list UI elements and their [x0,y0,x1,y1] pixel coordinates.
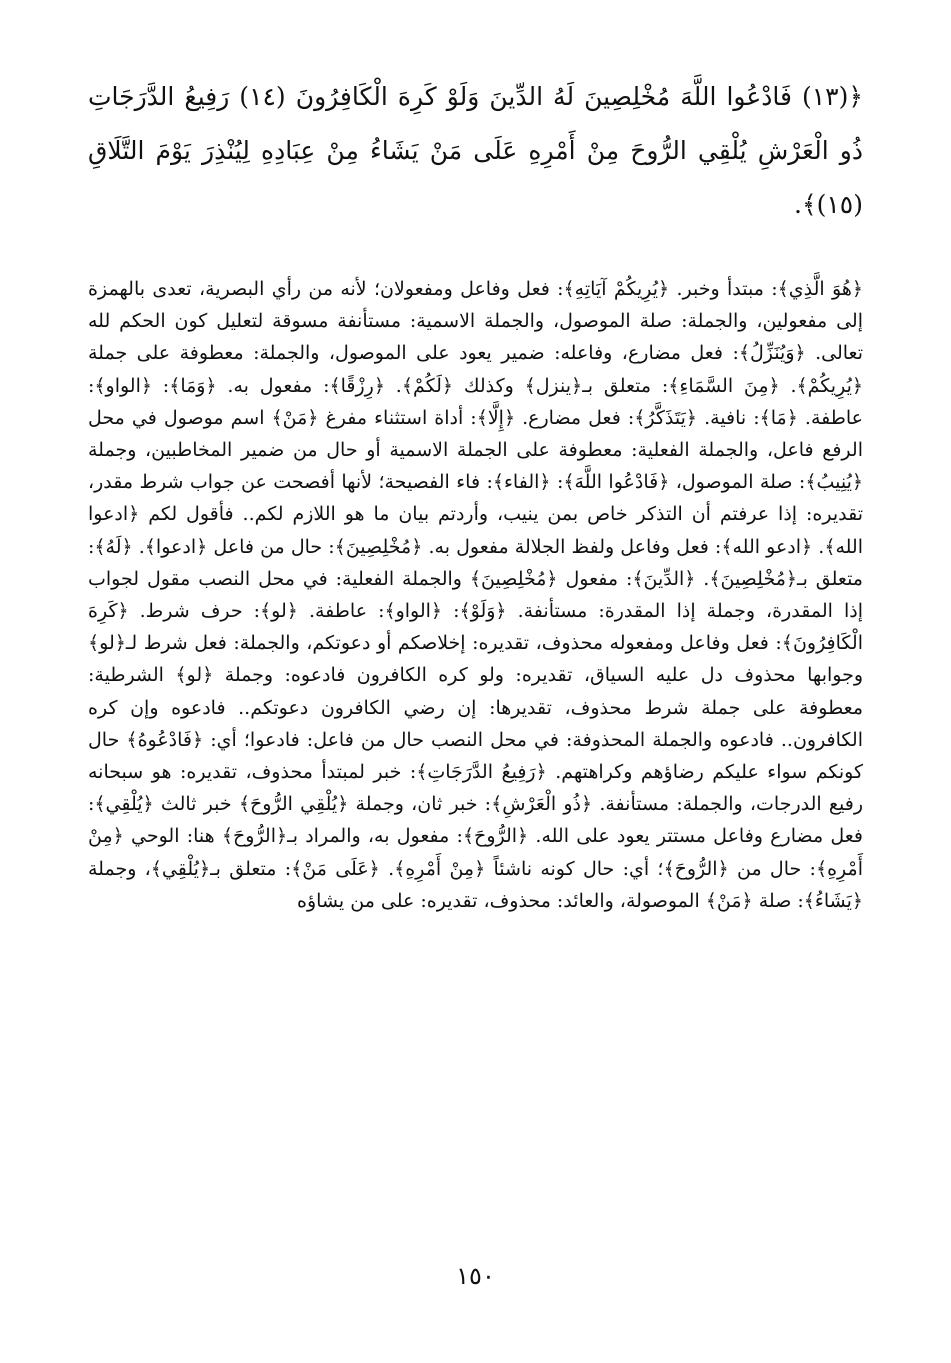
grammatical-commentary [88,273,863,917]
commentary-paragraph: ﴿هُوَ الَّذِي﴾: مبتدأ وخبر. ﴿يُرِيكُمْ آيَاتِهِ﴾: فعل وفاعل ومفعولان؛ لأنه من رأي البصرية، تعدى بالهمزة إلى مفعولين، والجملة: صلة الموصول، والجملة الاسمية: مستأنفة مسوقة لتعليل كون الحكم لله تعالى. ﴿وَيُنَزِّلُ﴾: فعل مضارع، وفاعله: ضمير يعود على الموصول، والجملة: معطوفة على جملة ﴿يُرِيكُمْ﴾. ﴿مِنَ السَّمَاءِ﴾: متعلق بـ﴿ينزل﴾ وكذلك ﴿لَكُمْ﴾. ﴿رِزْقًا﴾: مفعول به. ﴿وَمَا﴾: ﴿الواو﴾: عاطفة. ﴿مَا﴾: نافية. ﴿يَتَذَكَّرُ﴾: فعل مضارع. ﴿إِلَّا﴾: أداة استثناء مفرغ ﴿مَنْ﴾ اسم موصول في محل الرفع فاعل، والجملة الفعلية: معطوفة على الجملة الاسمية أو حال من ضمير المخاطبين، وجملة ﴿يُنِيبُ﴾: صلة الموصول، ﴿فَادْعُوا اللَّهَ﴾: ﴿الفاء﴾: فاء الفصيحة؛ لأنها أفصحت عن جواب شرط مقدر، تقديره: إذا عرفتم أن التذكر خاص بمن ينيب، وأردتم بيان ما هو اللازم لكم.. فأقول لكم ﴿ادعوا الله﴾. ﴿ادعو الله﴾: فعل وفاعل ولفظ الجلالة مفعول به. ﴿مُخْلِصِينَ﴾: حال من فاعل ﴿ادعوا﴾. ﴿لَهُ﴾: متعلق بـ﴿مُخْلِصِينَ﴾. ﴿الدِّينَ﴾: مفعول ﴿مُخْلِصِينَ﴾ والجملة الفعلية: في محل النصب مقول لجواب إذا المقدرة، وجملة إذا المقدرة: مستأنفة. ﴿وَلَوْ﴾: ﴿الواو﴾: عاطفة. ﴿لو﴾: حرف شرط. ﴿كَرِهَ الْكَافِرُونَ﴾: فعل وفاعل ومفعوله محذوف، تقديره: إخلاصكم أو دعوتكم، والجملة: فعل شرط لـ﴿لو﴾ وجوابها محذوف دل عليه السياق، تقديره: ولو كره الكافرون فادعوه: وجملة ﴿لو﴾ الشرطية: معطوفة على جملة شرط محذوف، تقديرها: إن رضي الكافرون دعوتكم.. فادعوه وإن كره الكافرون.. فادعوه والجملة المحذوفة: في محل النصب حال من فاعل: فادعوا؛ أي: ﴿فَادْعُوهُ﴾ حال كونكم سواء عليكم رضاؤهم وكراهتهم. ﴿رَفِيعُ الدَّرَجَاتِ﴾: خبر لمبتدأ محذوف، تقديره: هو سبحانه رفيع الدرجات، والجملة: مستأنفة. ﴿ذُو الْعَرْشِ﴾: خبر ثان، وجملة ﴿يُلْقِي الرُّوحَ﴾ خبر ثالث ﴿يُلْقِي﴾: فعل مضارع وفاعل مستتر يعود على الله. ﴿الرُّوحَ﴾: مفعول به، والمراد بـ﴿الرُّوحَ﴾ هنا: الوحي ﴿مِنْ أَمْرِهِ﴾: حال من ﴿الرُّوحَ﴾؛ أي: حال كونه ناشئاً ﴿مِنْ أَمْرِهِ﴾. ﴿عَلَى مَنْ﴾: متعلق بـ﴿يُلْقِي﴾، وجملة ﴿يَشَاءُ﴾: صلة ﴿مَنْ﴾ الموصولة، والعائد: محذوف، تقديره: على من يشاؤه [88,278,863,912]
page-number: ١٥٠ [456,1262,495,1290]
quran-verses: ﴿(١٣) فَادْعُوا اللَّهَ مُخْلِصِينَ لَهُ الدِّينَ وَلَوْ كَرِهَ الْكَافِرُونَ (١٤) رَفِيعُ الدَّرَجَاتِ ذُو الْعَرْشِ يُلْقِي الرُّوحَ مِنْ أَمْرِهِ عَلَى مَنْ يَشَاءُ مِنْ عِبَادِهِ لِيُنْذِرَ يَوْمَ التَّلَاقِ (١٥)﴾. [88,82,863,219]
